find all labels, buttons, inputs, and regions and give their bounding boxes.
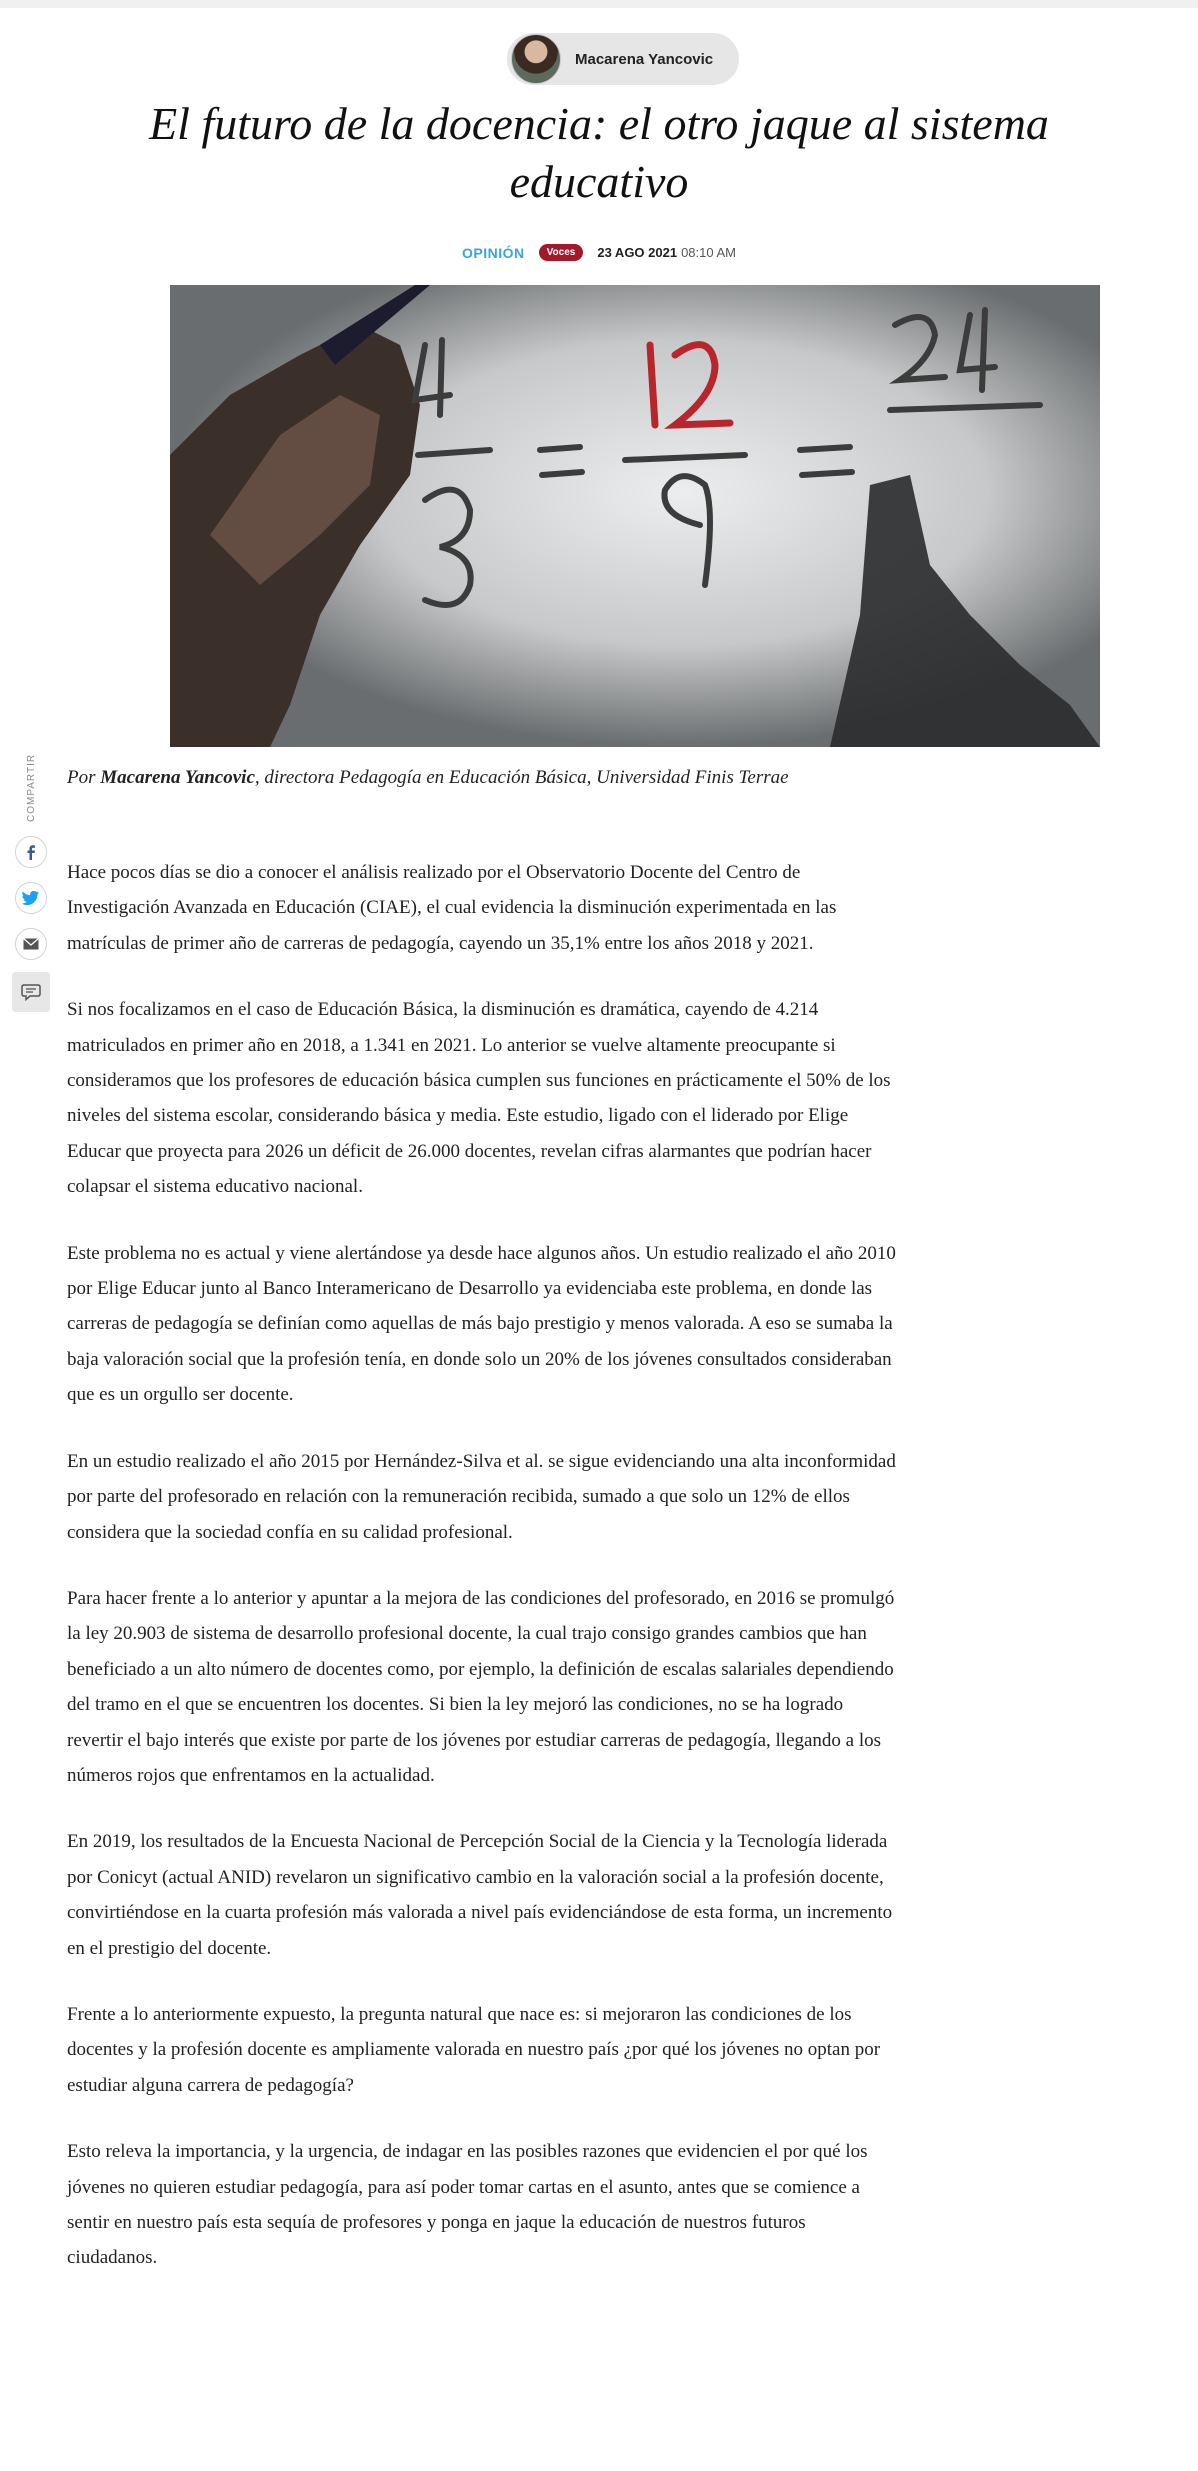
article-paragraph: En 2019, los resultados de la Encuesta Nacional de Percepción Social de la Ciencia y la Tecnología liderada por Conicyt (actual ANID) revelaron un significativo cambio en la valoración social a la profesión docente, convirtiéndose en la cuarta profesión más valorada a nivel país evidenciándose de esta forma, un incremento en el prestigio del docente. — [67, 1831, 893, 1959]
publish-date: 23 AGO 2021 — [597, 245, 678, 260]
article-paragraph: Esto releva la importancia, y la urgencia, de indagar en las posibles razones que evidencien el por qué los jóvenes no quieren estudiar pedagogía, para así poder tomar cartas en el asunto, antes que se comience a sentir en nuestro país esta sequía de profesores y ponga en jaque la educación de nuestros futuros ciudadanos. — [67, 2141, 868, 2269]
article-paragraph: En un estudio realizado el año 2015 por Hernández-Silva et al. se sigue evidenciando una alta inconformidad por parte del profesorado en relación con la remuneración recibida, sumado a que solo un 12% de ellos considera que la sociedad confía en su calidad profesional. — [67, 1450, 896, 1543]
voces-tag[interactable]: Voces — [539, 244, 584, 261]
byline-author[interactable]: Macarena Yancovic — [100, 767, 255, 788]
byline-role: , directora Pedagogía en Educación Básica, Universidad Finis Terrae — [254, 767, 789, 788]
comments-button[interactable] — [12, 972, 50, 1012]
article-body — [67, 855, 897, 2307]
author-pill[interactable] — [507, 33, 739, 85]
article-paragraph: Hace pocos días se dio a conocer el análisis realizado por el Observatorio Docente del Centro de Investigación Avanzada en Educación (CIAE), el cual evidencia la disminución experimentada en las matrículas de primer año de carreras de pedagogía, cayendo un 35,1% entre los años 2018 y 2021. — [67, 862, 837, 954]
twitter-share-button[interactable] — [15, 882, 47, 914]
byline-prefix: Por — [67, 767, 101, 788]
author-pill-name: Macarena Yancovic — [575, 50, 714, 68]
email-share-button[interactable] — [15, 928, 47, 960]
twitter-icon — [22, 890, 40, 906]
section-link[interactable]: OPINIÓN — [461, 244, 525, 261]
article-paragraph: Este problema no es actual y viene alertándose ya desde hace algunos años. Un estudio realizado el año 2010 por Elige Educar junto al Banco Interamericano de Desarrollo ya evidenciaba este problema, en donde las carreras de pedagogía se definían como aquellas de más bajo prestigio y menos valorada. A eso se sumaba la baja valoración social que la profesión tenía, en donde solo un 20% de los jóvenes consultados consideraban que es un orgullo ser docente. — [67, 1242, 896, 1406]
article-paragraph: Para hacer frente a lo anterior y apuntar a la mejora de las condiciones del profesorado, en 2016 se promulgó la ley 20.903 de sistema de desarrollo profesional docente, la cual trajo consigo grandes cambios que han beneficiado a un alto número de docentes como, por ejemplo, la definición de escalas salariales dependiendo del tramo en el que se encuentren los docentes. Si bien la ley mejoró las condiciones, no se ha logrado revertir el bajo interés que existe por parte de los jóvenes por estudiar carreras de pedagogía, llegando a los números rojos que enfrentamos en la actualidad. — [67, 1587, 895, 1786]
whiteboard-photo — [170, 285, 1100, 747]
facebook-icon — [24, 844, 38, 860]
publish-time: 08:10 AM — [681, 245, 737, 260]
top-bar — [0, 0, 1198, 8]
comment-icon — [21, 983, 41, 1001]
byline — [67, 760, 897, 795]
hero-image — [170, 285, 1100, 747]
facebook-share-button[interactable] — [15, 836, 47, 868]
email-icon — [23, 938, 39, 950]
article-paragraph: Frente a lo anteriormente expuesto, la pregunta natural que nace es: si mejoraron las condiciones de los docentes y la profesión docente es ampliamente valorada en nuestro país ¿por qué los jóvenes no optan por estudiar alguna carrera de pedagogía? — [67, 2003, 881, 2096]
article-paragraph: Si nos focalizamos en el caso de Educación Básica, la disminución es dramática, cayendo de 4.214 matriculados en primer año en 2018, a 1.341 en 2021. Lo anterior se vuelve altamente preocupante si consideramos que los profesores de educación básica cumplen sus funciones en prácticamente el 50% de los niveles del sistema escolar, considerando básica y media. Este estudio, ligado con el liderado por Elige Educar que proyecta para 2026 un déficit de 26.000 docentes, revelan cifras alarmantes que podrían hacer colapsar el sistema educativo nacional. — [67, 999, 891, 1198]
article-title: El futuro de la docencia: el otro jaque al sistema educativo — [149, 98, 1049, 207]
author-avatar — [511, 34, 561, 84]
share-bar — [12, 753, 50, 1012]
article-meta — [0, 244, 1198, 261]
share-label: COMPARTIR — [25, 753, 37, 822]
